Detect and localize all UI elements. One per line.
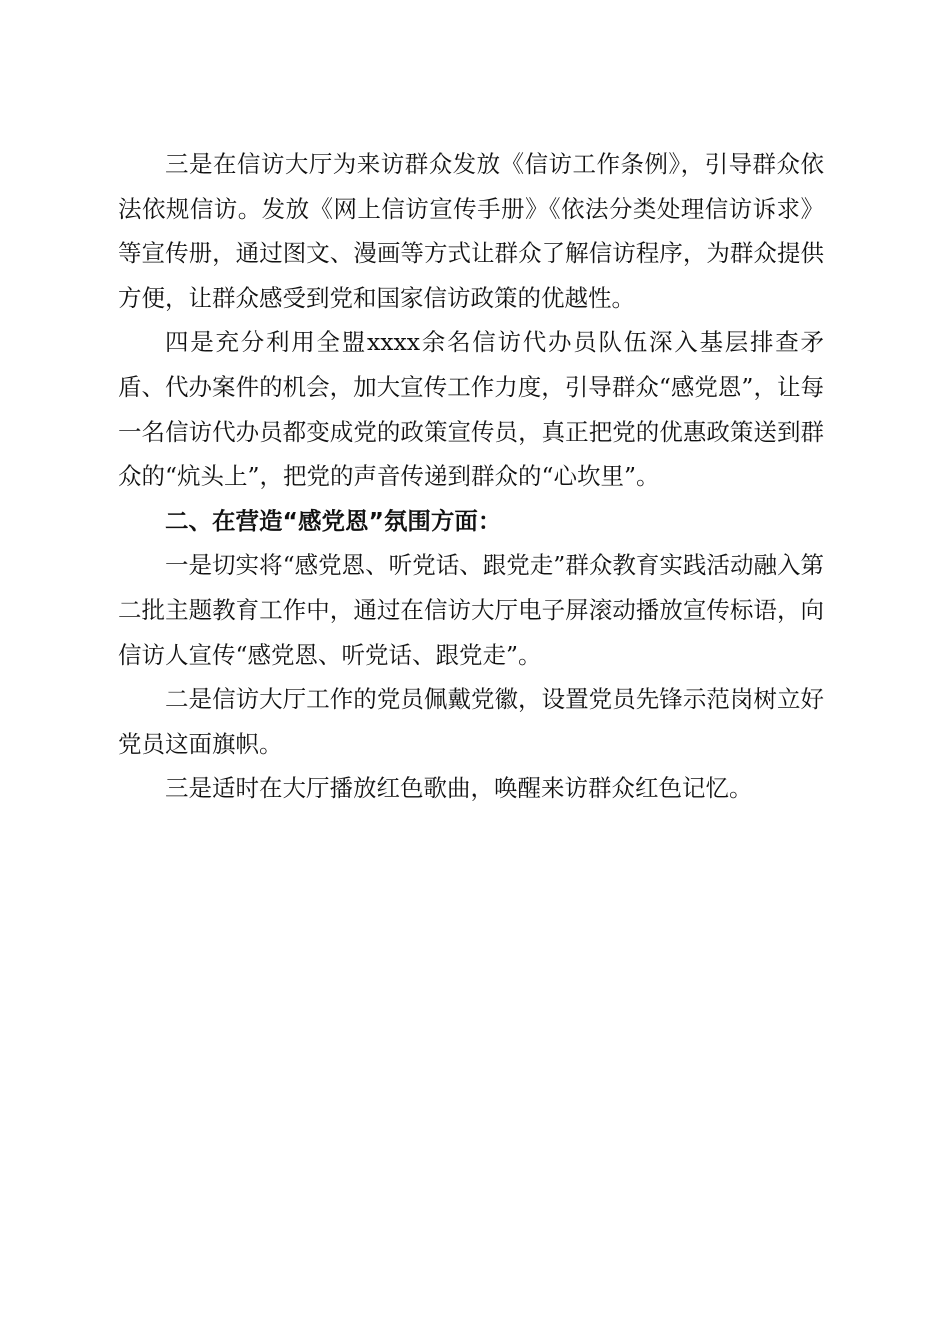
- paragraph-party-badge: 二是信访大厅工作的党员佩戴党徽，设置党员先锋示范岗树立好党员这面旗帜。: [118, 685, 824, 758]
- paragraph-red-songs: 三是适时在大厅播放红色歌曲，唤醒来访群众红色记忆。: [165, 774, 753, 803]
- document-body: [118, 142, 824, 811]
- paragraph-distribute-regulations: 三是在信访大厅为来访群众发放《信访工作条例》，引导群众依法依规信访。发放《网上信访宣传手册》《依法分类处理信访诉求》等宣传册，通过图文、漫画等方式让群众了解信访程序，为群众提供方便，让群众感受到党和国家信访政策的优越性。: [118, 150, 824, 312]
- section-heading: 二、在营造“感党恩”氛围方面：: [165, 506, 502, 535]
- paragraph-slogans: 一是切实将“感党恩、听党话、跟党走”群众教育实践活动融入第二批主题教育工作中，通过在信访大厅电子屏滚动播放宣传标语，向信访人宣传“感党恩、听党话、跟党走”。: [118, 551, 824, 669]
- paragraph-agents-publicity: 四是充分利用全盟xxxx余名信访代办员队伍深入基层排查矛盾、代办案件的机会，加大宣传工作力度，引导群众“感党恩”，让每一名信访代办员都变成党的政策宣传员，真正把党的优惠政策送到群众的“炕头上”，把党的声音传递到群众的“心坎里”。: [118, 328, 824, 491]
